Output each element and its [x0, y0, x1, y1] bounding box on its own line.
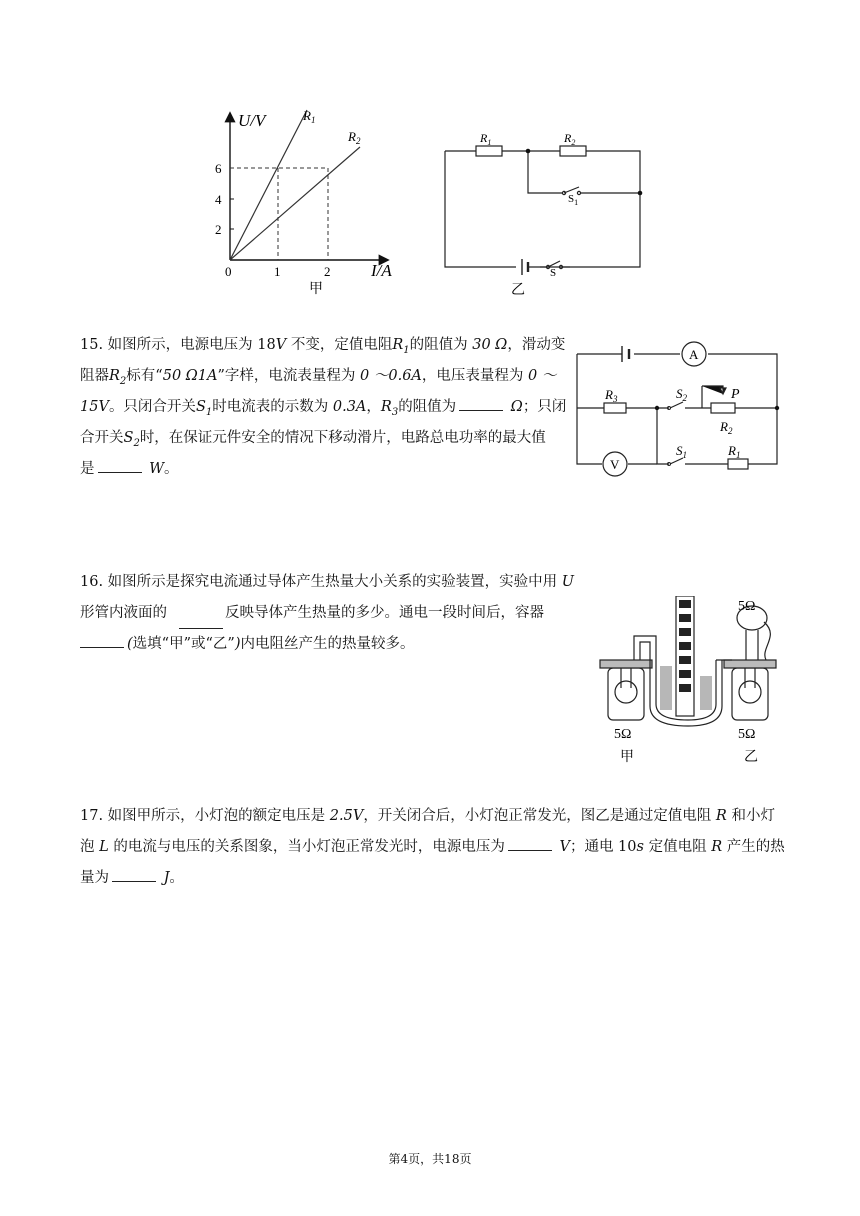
- svg-text:S1: $S_1$: [568, 193, 579, 207]
- s1-label: S: [676, 443, 683, 458]
- ui-graph-figure: [205, 104, 405, 296]
- r1-label: R: [480, 131, 488, 145]
- y-tick: 4: [215, 192, 222, 207]
- s2-label: S: [676, 386, 683, 401]
- r1-label: R: [728, 443, 736, 458]
- q15-line-1: 15. 如图所示，电源电压为 18V 不变，定值电阻$R_1$的阻值为 30 Ω，滑动变: [80, 337, 566, 356]
- q16-apparatus-figure: [596, 596, 778, 768]
- ammeter-label: A: [689, 347, 699, 362]
- left-caption: 甲: [620, 750, 634, 765]
- svg-text:R3: $R_3$: [605, 387, 618, 404]
- x-tick: 0: [225, 264, 232, 279]
- svg-text:R1: $R_1$: [480, 131, 492, 147]
- x-axis-label: I/A: [371, 261, 392, 280]
- q16-line-2: 形管内液面的: [80, 605, 167, 621]
- question-17: [80, 801, 800, 894]
- top-resistor-label: 5Ω: [738, 599, 756, 614]
- svg-text:R1: $R_1$: [728, 443, 741, 460]
- r2-line-label: R: [348, 129, 356, 144]
- voltmeter-label: V: [610, 457, 620, 472]
- s1-label: S: [568, 193, 575, 205]
- y-tick: 2: [215, 222, 222, 237]
- q15-line-2: 阻器$R_2$标有“50 Ω1A”字样，电流表量程为 0 ～0.6A，电压表量程为 0 ～: [80, 368, 557, 387]
- q15-answer-blank-1[interactable]: [459, 396, 503, 411]
- q17-line-2: 泡 L 的电流与电压的关系图象，当小灯泡正常发光时，电源电压为 V；通电 10s 定值电阻 R 产生的热: [80, 832, 800, 863]
- caption-yi: 乙: [511, 283, 525, 298]
- q16-answer-blank-2[interactable]: [80, 633, 124, 648]
- left-resistor-label: 5Ω: [614, 727, 632, 742]
- x-tick: 2: [324, 264, 331, 279]
- q17-line-3: 量为 J。: [80, 863, 800, 894]
- q15-answer-blank-2[interactable]: [98, 458, 142, 473]
- y-tick: 6: [215, 161, 222, 176]
- q15-circuit-figure: [572, 338, 782, 480]
- q16-line-1: 16. 如图所示是探究电流通过导体产生热量大小关系的实验装置，实验中用 U: [80, 574, 575, 590]
- q16-line-2-rest: 反映导体产生热量的多少。通电一段时间后，容器: [225, 605, 544, 621]
- q17-answer-blank-2[interactable]: [112, 867, 156, 882]
- y-axis-label: U/V: [238, 111, 266, 130]
- q15-line-5: 是 W。: [80, 454, 575, 485]
- svg-text:S1: $S_1$: [676, 443, 687, 460]
- x-tick: 1: [274, 264, 281, 279]
- page-footer: 第4页，共18页: [388, 1152, 472, 1166]
- right-caption: 乙: [744, 750, 758, 765]
- svg-text:R2: $R_2$: [720, 419, 733, 436]
- r2-label: R: [720, 419, 728, 434]
- q16-answer-blank-1[interactable]: [179, 614, 223, 629]
- svg-text:S2: $S_2$: [676, 386, 687, 403]
- q17-line-1: 17. 如图甲所示，小灯泡的额定电压是 2.5V，开关闭合后，小灯泡正常发光，图乙是通过定值电阻 R 和小灯: [80, 808, 775, 824]
- question-15: [80, 330, 575, 485]
- svg-text:R2: $R_2$: [564, 131, 576, 147]
- slider-p-label: P: [731, 387, 740, 402]
- right-resistor-label: 5Ω: [738, 727, 756, 742]
- q17-answer-blank-1[interactable]: [508, 836, 552, 851]
- q15-line-3: 15V。只闭合开关$S_1$时电流表的示数为 0.3A，$R_3$的阻值为 Ω；只闭: [80, 392, 575, 423]
- svg-text:R1: $R_1$: [303, 108, 316, 125]
- q15-line-4: 合开关$S_2$时，在保证元件安全的情况下移动滑片，电路总电功率的最大值: [80, 430, 546, 449]
- series-circuit-figure: [440, 126, 650, 298]
- s-label: S: [550, 267, 557, 279]
- r2-label: R: [564, 131, 572, 145]
- q16-line-3: (选填“甲”或“乙”)内电阻丝产生的热量较多。: [80, 629, 590, 660]
- r1-line-label: R: [303, 108, 311, 123]
- r3-label: R: [605, 387, 613, 402]
- svg-text:R2: $R_2$: [348, 129, 361, 146]
- caption-jia: 甲: [309, 282, 323, 296]
